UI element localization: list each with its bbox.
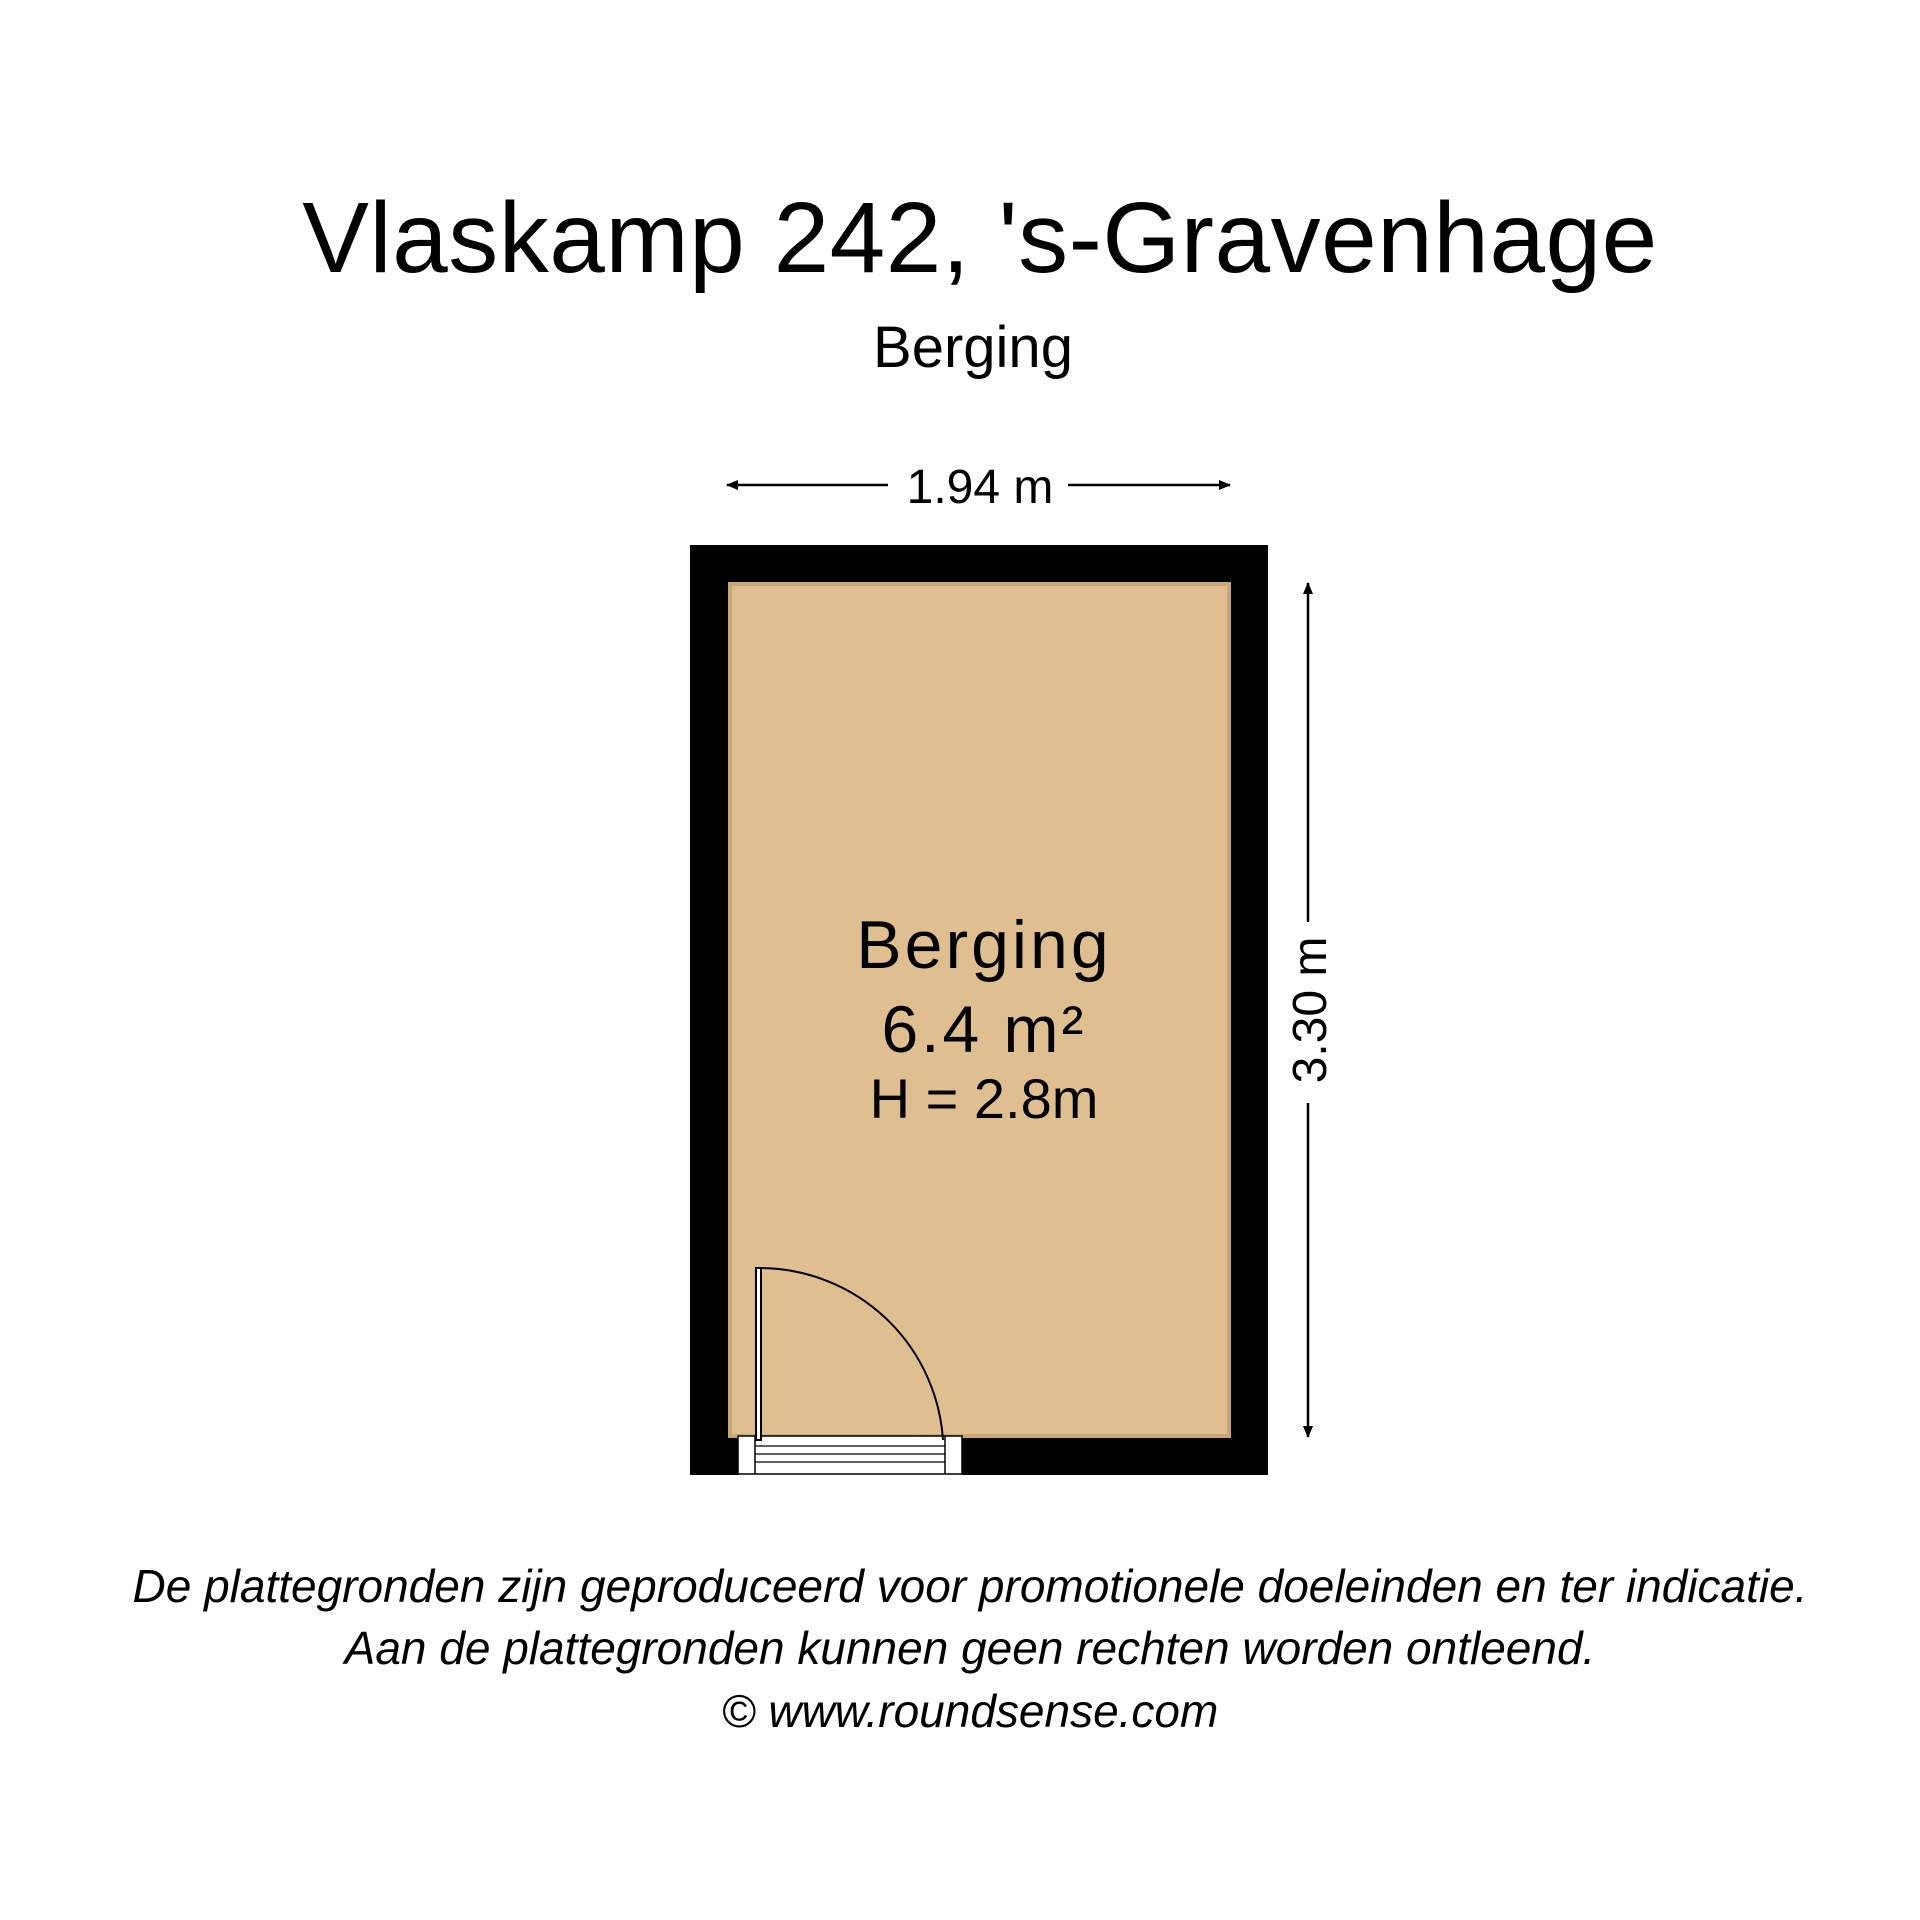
disclaimer-line-2: Aan de plattegronden kunnen geen rechten worden ontleend.: [344, 1622, 1596, 1674]
room-height: H = 2.8m: [869, 1067, 1099, 1130]
plan-subtitle: Berging: [873, 315, 1073, 380]
room-area: 6.4 m²: [881, 992, 1087, 1066]
plan-title: Vlaskamp 242, 's-Gravenhage: [302, 182, 1658, 294]
door-threshold: [738, 1436, 962, 1474]
disclaimer-line-1: De plattegronden zijn geproduceerd voor promotionele doeleinden en ter indicatie.: [132, 1560, 1808, 1612]
depth-dimension: [1284, 583, 1337, 1437]
width-dimension-label: 1.94 m: [906, 461, 1054, 514]
depth-dimension-label: 3.30 m: [1284, 936, 1337, 1084]
door-leaf: [756, 1268, 761, 1440]
copyright-line: © www.roundsense.com: [721, 1685, 1219, 1737]
room-name: Berging: [856, 907, 1112, 983]
width-dimension: [727, 461, 1230, 514]
room-berging: [690, 545, 1268, 1476]
